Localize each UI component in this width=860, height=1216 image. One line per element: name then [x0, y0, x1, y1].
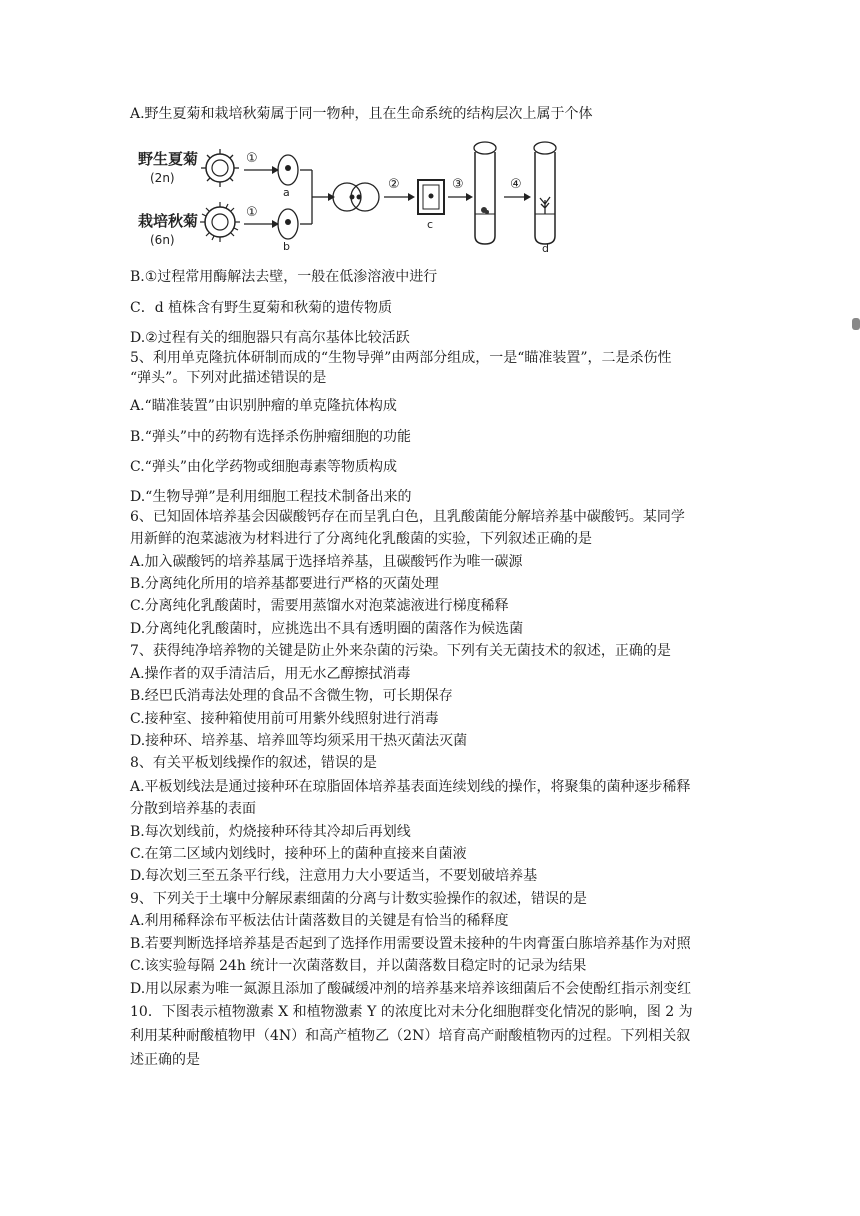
q9-option-b: B.若要判断选择培养基是否起到了选择作用需要设置未接种的牛肉膏蛋白胨培养基作为对照	[130, 936, 691, 952]
q9-stem: 9、下列关于土壤中分解尿素细菌的分离与计数实验操作的叙述，错误的是	[130, 891, 587, 907]
q4-option-a: A.野生夏菊和栽培秋菊属于同一物种，且在生命系统的结构层次上属于个体	[130, 106, 593, 122]
wild-flower-icon	[201, 149, 239, 187]
arrowhead	[328, 193, 335, 201]
q6-stem-line1: 6、已知固体培养基会因碳酸钙存在而呈乳白色，且乳酸菌能分解培养基中碳酸钙。某同学	[130, 509, 685, 525]
step1-top-label: ①	[246, 151, 258, 166]
q6-stem-line2: 用新鲜的泡菜滤液为材料进行了分离纯化乳酸菌的实验，下列叙述正确的是	[130, 531, 592, 547]
q8-option-a-line1: A.平板划线法是通过接种环在琼脂固体培养基表面连续划线的操作，将聚集的菌种逐步稀释	[130, 779, 691, 795]
q6-option-c: C.分离纯化乳酸菌时，需要用蒸馏水对泡菜滤液进行梯度稀释	[130, 598, 509, 614]
wild-ploidy-label: (2n)	[150, 171, 175, 185]
q6-option-b: B.分离纯化所用的培养基都要进行严格的灭菌处理	[130, 576, 439, 592]
q7-option-c: C.接种室、接种箱使用前可用紫外线照射进行消毒	[130, 711, 439, 727]
q5-option-a: A.“瞄准装置”由识别肿瘤的单克隆抗体构成	[130, 398, 397, 414]
edge-mark	[852, 318, 860, 330]
q8-option-d: D.每次划三至五条平行线，注意用力大小要适当，不要划破培养基	[130, 868, 538, 884]
nucleus-dot	[285, 165, 291, 171]
cultivated-flower-icon	[200, 202, 240, 242]
q7-stem: 7、获得纯净培养物的关键是防止外来杂菌的污染。下列有关无菌技术的叙述，正确的是	[130, 643, 671, 659]
test-tube-plantlet-d	[534, 142, 556, 244]
arrowhead	[408, 193, 415, 201]
q4-option-c: C．d 植株含有野生夏菊和秋菊的遗传物质	[130, 300, 393, 316]
q10-stem-line3: 述正确的是	[130, 1052, 200, 1068]
step4-label: ④	[510, 177, 522, 192]
label-a: a	[283, 186, 290, 199]
q8-option-b: B.每次划线前，灼烧接种环待其冷却后再划线	[130, 824, 411, 840]
q6-option-a: A.加入碳酸钙的培养基属于选择培养基，且碳酸钙作为唯一碳源	[130, 554, 523, 570]
wild-chrysanthemum-label: 野生夏菊	[138, 150, 199, 168]
step1-bottom-label: ①	[246, 205, 258, 220]
q9-option-d: D.用以尿素为唯一氮源且添加了酸碱缓冲剂的培养基来培养该细菌后不会使酚红指示剂变红	[130, 981, 692, 997]
q7-option-a: A.操作者的双手清洁后，用无水乙醇擦拭消毒	[130, 666, 411, 682]
arrowhead	[466, 193, 473, 201]
fused-protoplast	[333, 183, 379, 211]
label-d: d	[542, 242, 549, 255]
q5-option-b: B.“弹头”中的药物有选择杀伤肿瘤细胞的功能	[130, 429, 412, 445]
cultivated-chrysanthemum-label: 栽培秋菊	[138, 212, 199, 230]
q5-option-c: C.“弹头”由化学药物或细胞毒素等物质构成	[130, 459, 397, 475]
q5-stem-line1: 5、利用单克隆抗体研制而成的“生物导弹”由两部分组成，一是“瞄准装置”，二是杀伤性	[130, 350, 672, 366]
nucleus-dot	[285, 219, 291, 225]
q8-option-c: C.在第二区域内划线时，接种环上的菌种直接来自菌液	[130, 846, 467, 862]
test-tube-callus	[474, 142, 496, 244]
q7-option-d: D.接种环、培养基、培养皿等均须采用干热灭菌法灭菌	[130, 733, 468, 749]
arrowhead	[524, 193, 531, 201]
cultivated-ploidy-label: (6n)	[150, 233, 175, 247]
q7-option-b: B.经巴氏消毒法处理的食品不含微生物，可长期保存	[130, 688, 453, 704]
q8-stem: 8、有关平板划线操作的叙述，错误的是	[130, 755, 377, 771]
q4-option-d: D.②过程有关的细胞器只有高尔基体比较活跃	[130, 330, 410, 346]
q10-stem-line2: 利用某种耐酸植物甲（4N）和高产植物乙（2N）培育高产耐酸植物丙的过程。下列相关叙	[130, 1028, 691, 1044]
somatic-hybridization-figure	[130, 140, 590, 255]
q8-option-a-line2: 分散到培养基的表面	[130, 801, 256, 817]
step3-label: ③	[452, 177, 464, 192]
q9-option-a: A.利用稀释涂布平板法估计菌落数目的关键是有恰当的稀释度	[130, 913, 509, 929]
q5-option-d: D.“生物导弹”是利用细胞工程技术制备出来的	[130, 489, 412, 505]
q5-stem-line2: “弹头”。下列对此描述错误的是	[130, 370, 327, 386]
label-c: c	[427, 218, 434, 231]
label-b: b	[283, 240, 290, 253]
q9-option-c: C.该实验每隔 24h 统计一次菌落数目，并以菌落数目稳定时的记录为结果	[130, 958, 587, 974]
q6-option-d: D.分离纯化乳酸菌时，应挑选出不具有透明圈的菌落作为候选菌	[130, 621, 524, 637]
q4-option-b: B.①过程常用酶解法去壁，一般在低渗溶液中进行	[130, 269, 438, 285]
step2-label: ②	[388, 177, 400, 192]
q10-stem-line1: 10．下图表示植物激素 X 和植物激素 Y 的浓度比对未分化细胞群变化情况的影响，图 2 为	[130, 1004, 693, 1020]
hybrid-cell-c	[418, 180, 444, 214]
